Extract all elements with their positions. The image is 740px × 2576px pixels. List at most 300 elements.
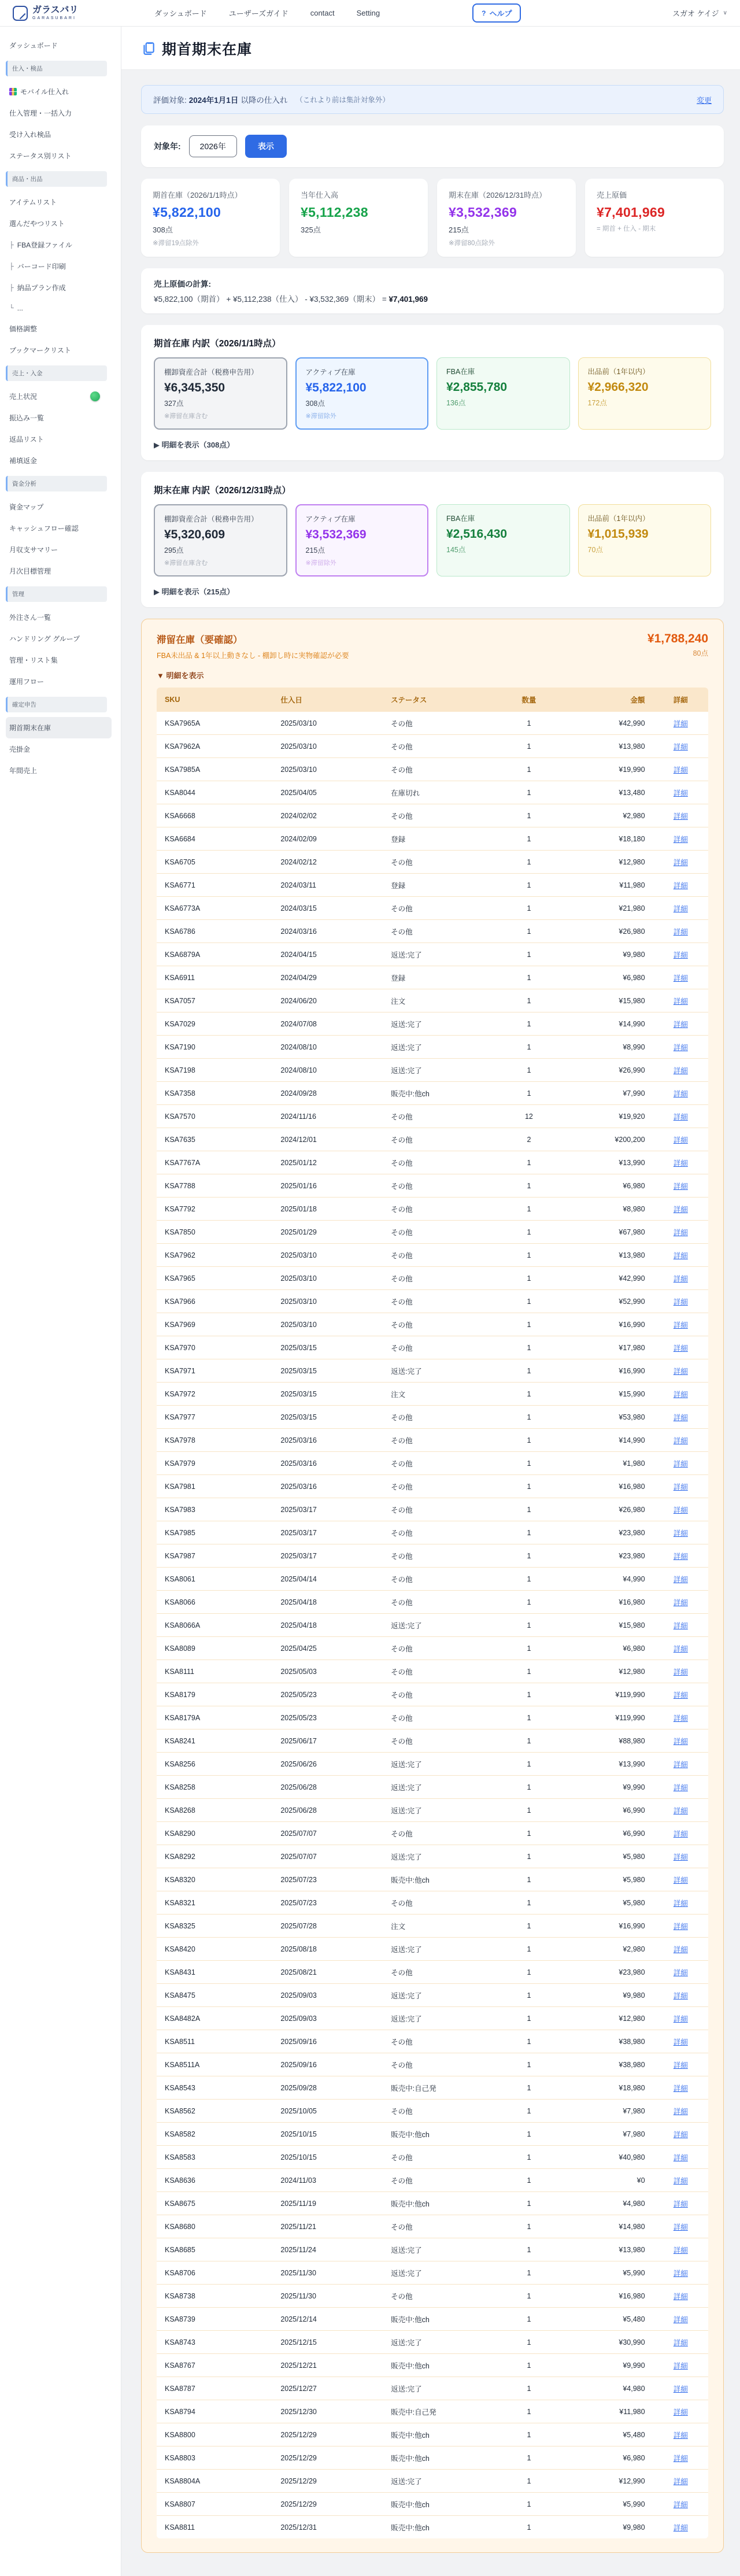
quantity-cell: 1	[493, 874, 565, 897]
breakdown-card-label: アクティブ在庫	[305, 515, 356, 523]
sku-cell: KSA7792	[157, 1198, 272, 1221]
table-row	[157, 2215, 708, 2238]
detail-link[interactable]: 詳細	[673, 1922, 688, 1931]
purchase-date-cell: 2025/11/30	[272, 2285, 383, 2308]
amount-cell: ¥16,990	[565, 1915, 653, 1938]
detail-cell	[653, 2192, 708, 2215]
purchase-date-cell: 2025/05/23	[272, 1683, 383, 1706]
detail-link[interactable]: 詳細	[673, 1136, 688, 1144]
purchase-date-cell: 2025/04/25	[272, 1637, 383, 1660]
amount-cell: ¥11,980	[565, 2400, 653, 2423]
sku-cell: KSA6771	[157, 874, 272, 897]
sidebar-item-FBA登録ファイル[interactable]	[6, 234, 112, 256]
amount-cell: ¥23,980	[565, 1961, 653, 1984]
detail-cell	[653, 758, 708, 781]
table-row	[157, 827, 708, 851]
nav-users-guide[interactable]: ユーザーズガイド	[228, 9, 288, 18]
detail-link[interactable]: 詳細	[673, 2315, 688, 2324]
table-row	[157, 1591, 708, 1614]
status-cell: 返送:完了	[383, 2331, 493, 2354]
status-cell: 注文	[383, 1915, 493, 1938]
sidebar-item-受け入れ検品[interactable]	[6, 124, 112, 145]
opening-breakdown-title: 期首在庫 内訳（2026/1/1時点）	[154, 339, 281, 349]
detail-link[interactable]: 詳細	[673, 1483, 688, 1491]
detail-link[interactable]: 詳細	[673, 1783, 688, 1792]
purchase-date-cell: 2025/03/17	[272, 1498, 383, 1521]
detail-link[interactable]: 詳細	[673, 1691, 688, 1699]
sidebar-item-label: ブックマークリスト	[9, 346, 71, 354]
breakdown-card-label: アクティブ在庫	[305, 368, 356, 376]
detail-link[interactable]: 詳細	[673, 1529, 688, 1538]
table-row	[157, 1614, 708, 1637]
quantity-cell: 1	[493, 1544, 565, 1568]
sidebar-item-運用フロー[interactable]	[6, 671, 112, 692]
detail-link[interactable]: 詳細	[673, 1113, 688, 1121]
purchase-date-cell: 2024/03/11	[272, 874, 383, 897]
table-row	[157, 1313, 708, 1336]
purchase-date-cell: 2024/11/03	[272, 2169, 383, 2192]
table-row	[157, 1359, 708, 1383]
detail-link[interactable]: 詳細	[673, 974, 688, 982]
sidebar-item-アイテムリスト[interactable]	[6, 191, 112, 213]
detail-link[interactable]: 詳細	[673, 2361, 688, 2370]
status-cell: 返送:完了	[383, 943, 493, 966]
detail-link[interactable]: 詳細	[673, 2130, 688, 2139]
sidebar-item-管理・リスト集[interactable]	[6, 649, 112, 671]
amount-cell: ¥13,980	[565, 1244, 653, 1267]
amount-cell: ¥4,990	[565, 1568, 653, 1591]
status-cell: 登録	[383, 874, 493, 897]
status-cell: 返送:完了	[383, 2470, 493, 2493]
detail-link[interactable]: 詳細	[673, 1714, 688, 1723]
nav-setting[interactable]: Setting	[356, 9, 380, 17]
quantity-cell: 1	[493, 2308, 565, 2331]
amount-cell: ¥16,980	[565, 1475, 653, 1498]
detail-cell	[653, 1012, 708, 1036]
detail-cell	[653, 1706, 708, 1729]
sidebar-item-label: 年間売上	[9, 767, 38, 775]
nav-contact[interactable]: contact	[310, 9, 335, 17]
breakdown-card-value: ¥3,532,369	[305, 528, 367, 541]
detail-link[interactable]: 詳細	[673, 1552, 688, 1561]
column-header-ステータス: ステータス	[383, 688, 493, 712]
sidebar-item-ステータス別リスト[interactable]	[6, 145, 112, 167]
detail-link[interactable]: 詳細	[673, 2408, 688, 2416]
status-cell: その他	[383, 1267, 493, 1290]
sidebar-item-キャッシュフロー確認[interactable]	[6, 518, 112, 539]
sidebar-item-ハンドリング グループ[interactable]	[6, 628, 112, 649]
table-row	[157, 2516, 708, 2539]
status-cell: 登録	[383, 966, 493, 989]
detail-cell	[653, 1961, 708, 1984]
sidebar-item-年間売上[interactable]	[6, 760, 112, 781]
detail-link[interactable]: 詳細	[673, 719, 688, 728]
detail-cell	[653, 2146, 708, 2169]
detail-link[interactable]: 詳細	[673, 2523, 688, 2532]
sku-cell: KSA8420	[157, 1938, 272, 1961]
tree-branch-icon: ├	[9, 241, 14, 249]
change-link[interactable]: 変更	[696, 95, 712, 105]
sku-cell: KSA8061	[157, 1568, 272, 1591]
sidebar-section-売上・入金: 売上・入金	[6, 365, 107, 381]
cogs-formula-text: ¥5,822,100（期首） + ¥5,112,238（仕入） - ¥3,532,369（期末） =	[154, 295, 389, 304]
status-cell: その他	[383, 1429, 493, 1452]
detail-cell	[653, 1984, 708, 2007]
table-row	[157, 2285, 708, 2308]
detail-link[interactable]: 詳細	[673, 1159, 688, 1167]
detail-link[interactable]: 詳細	[673, 927, 688, 936]
stagnant-total-count: 80点	[693, 649, 708, 657]
detail-cell	[653, 1637, 708, 1660]
sidebar-item-価格調整[interactable]	[6, 318, 112, 339]
purchase-date-cell: 2024/02/09	[272, 827, 383, 851]
detail-link[interactable]: 詳細	[673, 2223, 688, 2231]
quantity-cell: 1	[493, 2423, 565, 2446]
detail-link[interactable]: 詳細	[673, 835, 688, 844]
detail-link[interactable]: 詳細	[673, 812, 688, 821]
sidebar-item-label: FBA登録ファイル	[17, 241, 72, 249]
detail-link[interactable]: 詳細	[673, 2200, 688, 2208]
stagnant-inventory-panel	[141, 619, 724, 2553]
sku-cell: KSA7029	[157, 1012, 272, 1036]
detail-link[interactable]: 詳細	[673, 2015, 688, 2023]
sku-cell: KSA8268	[157, 1799, 272, 1822]
detail-link[interactable]: 詳細	[673, 858, 688, 867]
detail-link[interactable]: 詳細	[673, 1089, 688, 1098]
table-row	[157, 1105, 708, 1128]
sku-cell: KSA7767A	[157, 1151, 272, 1174]
detail-link[interactable]: 詳細	[673, 1760, 688, 1769]
detail-link[interactable]: 詳細	[673, 1043, 688, 1052]
amount-cell: ¥4,980	[565, 2377, 653, 2400]
detail-cell	[653, 874, 708, 897]
detail-cell	[653, 1267, 708, 1290]
quantity-cell: 1	[493, 1614, 565, 1637]
detail-link[interactable]: 詳細	[673, 1945, 688, 1954]
detail-cell	[653, 2331, 708, 2354]
stagnant-subtitle: FBA未出品 & 1年以上動きなし - 棚卸し時に実物確認が必要	[157, 652, 349, 660]
quantity-cell: 1	[493, 1729, 565, 1753]
sidebar-item-label: ...	[17, 304, 23, 312]
sidebar-item-売上状況[interactable]	[6, 386, 112, 407]
logo-title: ガラスバリ	[32, 5, 79, 15]
detail-link[interactable]: 詳細	[673, 1621, 688, 1630]
sidebar-item-資金マップ[interactable]	[6, 496, 112, 518]
detail-link[interactable]: 詳細	[673, 1506, 688, 1514]
sku-cell: KSA8290	[157, 1822, 272, 1845]
detail-link[interactable]: 詳細	[673, 2038, 688, 2046]
detail-link[interactable]: 詳細	[673, 1853, 688, 1861]
sidebar-item-ダッシュボード[interactable]	[6, 35, 112, 56]
quantity-cell: 1	[493, 1799, 565, 1822]
sku-cell: KSA8258	[157, 1776, 272, 1799]
sku-cell: KSA8685	[157, 2238, 272, 2261]
sku-cell: KSA8804A	[157, 2470, 272, 2493]
table-row	[157, 851, 708, 874]
show-button[interactable]: 表示	[245, 135, 287, 158]
detail-link[interactable]: 詳細	[673, 1367, 688, 1376]
sku-cell: KSA8066A	[157, 1614, 272, 1637]
detail-link[interactable]: 詳細	[673, 2500, 688, 2509]
detail-link[interactable]: 詳細	[673, 1668, 688, 1676]
opening-details-toggle[interactable]: ▶ 明細を表示（308点）	[154, 441, 235, 449]
detail-link[interactable]: 詳細	[673, 1644, 688, 1653]
detail-link[interactable]: 詳細	[673, 1899, 688, 1908]
table-row	[157, 2123, 708, 2146]
table-row	[157, 1753, 708, 1776]
sidebar-item-期首期末在庫[interactable]	[6, 717, 112, 738]
sidebar-item-売掛金[interactable]	[6, 738, 112, 760]
table-row	[157, 1637, 708, 1660]
sidebar-item-仕入管理・一括入力[interactable]	[6, 102, 112, 124]
purchase-date-cell: 2025/05/03	[272, 1660, 383, 1683]
quantity-cell: 1	[493, 1383, 565, 1406]
amount-cell: ¥8,990	[565, 1036, 653, 1059]
detail-link[interactable]: 詳細	[673, 997, 688, 1006]
quantity-cell: 1	[493, 966, 565, 989]
detail-link[interactable]: 詳細	[673, 951, 688, 959]
column-header-金額: 金額	[565, 688, 653, 712]
status-cell: その他	[383, 1105, 493, 1128]
amount-cell: ¥1,980	[565, 1452, 653, 1475]
sidebar-section-資金分析: 資金分析	[6, 476, 107, 491]
sidebar-item-label: ステータス別リスト	[9, 152, 72, 160]
detail-cell	[653, 1729, 708, 1753]
detail-link[interactable]: 詳細	[673, 2084, 688, 2093]
sidebar-item-月収支サマリー[interactable]	[6, 539, 112, 560]
sidebar-item-振込み一覧[interactable]	[6, 407, 112, 428]
detail-link[interactable]: 詳細	[673, 2269, 688, 2278]
detail-link[interactable]: 詳細	[673, 1806, 688, 1815]
status-cell: 返送:完了	[383, 1938, 493, 1961]
sku-cell: KSA8803	[157, 2446, 272, 2470]
quantity-cell: 1	[493, 1174, 565, 1198]
breakdown-card-note: ※滞留除外	[305, 413, 336, 420]
detail-cell	[653, 827, 708, 851]
detail-link[interactable]: 詳細	[673, 1413, 688, 1422]
green-status-dot	[90, 391, 100, 401]
detail-link[interactable]: 詳細	[673, 742, 688, 751]
sidebar-item-label: 選んだやつリスト	[9, 220, 65, 228]
detail-cell	[653, 1799, 708, 1822]
amount-cell: ¥7,980	[565, 2100, 653, 2123]
detail-cell	[653, 2030, 708, 2053]
sidebar-item-label: 月次目標管理	[9, 567, 51, 575]
detail-link[interactable]: 詳細	[673, 1205, 688, 1214]
detail-link[interactable]: 詳細	[673, 1991, 688, 2000]
detail-link[interactable]: 詳細	[673, 2176, 688, 2185]
detail-link[interactable]: 詳細	[673, 1321, 688, 1329]
closing-details-toggle[interactable]: ▶ 明細を表示（215点）	[154, 587, 235, 596]
detail-link[interactable]: 詳細	[673, 1459, 688, 1468]
status-cell: 返送:完了	[383, 2377, 493, 2400]
quantity-cell: 1	[493, 1290, 565, 1313]
purchase-date-cell: 2025/12/29	[272, 2493, 383, 2516]
purchase-date-cell: 2025/12/21	[272, 2354, 383, 2377]
detail-cell	[653, 2446, 708, 2470]
detail-link[interactable]: 詳細	[673, 1020, 688, 1029]
sidebar-item-月次目標管理[interactable]	[6, 560, 112, 582]
detail-cell	[653, 735, 708, 758]
detail-link[interactable]: 詳細	[673, 1968, 688, 1977]
detail-link[interactable]: 詳細	[673, 2454, 688, 2463]
quantity-cell: 1	[493, 897, 565, 920]
quantity-cell: 1	[493, 2261, 565, 2285]
status-cell: 販売中:他ch	[383, 1868, 493, 1891]
sidebar-item-選んだやつリスト[interactable]	[6, 213, 112, 234]
status-cell: その他	[383, 1683, 493, 1706]
detail-link[interactable]: 詳細	[673, 1737, 688, 1746]
detail-cell	[653, 1521, 708, 1544]
sku-cell: KSA8511	[157, 2030, 272, 2053]
amount-cell: ¥19,990	[565, 758, 653, 781]
detail-cell	[653, 2123, 708, 2146]
year-selector-card	[141, 125, 724, 167]
detail-link[interactable]: 詳細	[673, 2292, 688, 2301]
table-row	[157, 2308, 708, 2331]
tree-branch-icon: └	[9, 305, 14, 312]
table-row	[157, 1452, 708, 1475]
sku-cell: KSA8475	[157, 1984, 272, 2007]
detail-link[interactable]: 詳細	[673, 904, 688, 913]
stagnant-details-toggle[interactable]: ▼ 明細を表示	[157, 671, 204, 680]
amount-cell: ¥30,990	[565, 2331, 653, 2354]
purchase-date-cell: 2025/06/17	[272, 1729, 383, 1753]
sidebar-item-モバイル仕入れ[interactable]	[6, 81, 112, 102]
purchase-date-cell: 2025/03/15	[272, 1336, 383, 1359]
detail-link[interactable]: 詳細	[673, 1575, 688, 1584]
table-row	[157, 781, 708, 804]
app-logo[interactable]	[13, 6, 120, 21]
sidebar-item-納品プラン作成[interactable]	[6, 277, 112, 298]
amount-cell: ¥5,980	[565, 1868, 653, 1891]
amount-cell: ¥12,980	[565, 1660, 653, 1683]
detail-link[interactable]: 詳細	[673, 2107, 688, 2116]
detail-link[interactable]: 詳細	[673, 1598, 688, 1607]
quantity-cell: 1	[493, 2192, 565, 2215]
sidebar-item-返品リスト[interactable]	[6, 428, 112, 450]
detail-link[interactable]: 詳細	[673, 1390, 688, 1399]
detail-link[interactable]: 詳細	[673, 1436, 688, 1445]
amount-cell: ¥38,980	[565, 2053, 653, 2076]
sidebar-item-...[interactable]	[6, 298, 112, 318]
table-row	[157, 2261, 708, 2285]
detail-link[interactable]: 詳細	[673, 1344, 688, 1352]
sidebar-item-外注さん一覧[interactable]	[6, 607, 112, 628]
detail-link[interactable]: 詳細	[673, 766, 688, 774]
amount-cell: ¥9,990	[565, 1776, 653, 1799]
status-cell: その他	[383, 1660, 493, 1683]
sidebar-section-確定申告: 確定申告	[6, 697, 107, 712]
page-title-bar	[121, 27, 740, 70]
detail-link[interactable]: 詳細	[673, 1228, 688, 1237]
logo-subtitle: GARASUBARI	[32, 16, 76, 20]
detail-cell	[653, 1059, 708, 1082]
amount-cell: ¥0	[565, 2169, 653, 2192]
help-button[interactable]	[472, 3, 521, 23]
detail-cell	[653, 1938, 708, 1961]
detail-link[interactable]: 詳細	[673, 1066, 688, 1075]
status-cell: 返送:完了	[383, 1845, 493, 1868]
year-select[interactable]: 2026年	[189, 135, 237, 157]
detail-link[interactable]: 詳細	[673, 789, 688, 797]
detail-link[interactable]: 詳細	[673, 1182, 688, 1191]
amount-cell: ¥5,990	[565, 2493, 653, 2516]
detail-link[interactable]: 詳細	[673, 2061, 688, 2069]
detail-link[interactable]: 詳細	[673, 2431, 688, 2440]
sku-cell: KSA7965A	[157, 712, 272, 735]
detail-link[interactable]: 詳細	[673, 2385, 688, 2393]
nav-dashboard[interactable]: ダッシュボード	[154, 9, 207, 18]
sidebar-item-ブックマークリスト[interactable]	[6, 339, 112, 361]
breakdown-card-value: ¥5,320,609	[164, 528, 225, 541]
detail-link[interactable]: 詳細	[673, 1298, 688, 1306]
closing-breakdown-title: 期末在庫 内訳（2026/12/31時点）	[154, 486, 291, 496]
quantity-cell: 1	[493, 2331, 565, 2354]
sku-cell: KSA8636	[157, 2169, 272, 2192]
status-cell: 返送:完了	[383, 1799, 493, 1822]
detail-link[interactable]: 詳細	[673, 2477, 688, 2486]
detail-cell	[653, 712, 708, 735]
tree-branch-icon: ├	[9, 284, 14, 291]
status-cell: その他	[383, 1313, 493, 1336]
detail-link[interactable]: 詳細	[673, 2338, 688, 2347]
user-menu[interactable]	[672, 8, 727, 19]
purchase-date-cell: 2025/11/30	[272, 2261, 383, 2285]
purchase-date-cell: 2025/09/03	[272, 2007, 383, 2030]
detail-link[interactable]: 詳細	[673, 1830, 688, 1838]
status-cell: その他	[383, 1637, 493, 1660]
detail-link[interactable]: 詳細	[673, 1876, 688, 1884]
sku-cell: KSA8256	[157, 1753, 272, 1776]
table-row	[157, 2446, 708, 2470]
detail-link[interactable]: 詳細	[673, 1274, 688, 1283]
status-cell: その他	[383, 2146, 493, 2169]
detail-link[interactable]: 詳細	[673, 2153, 688, 2162]
table-row	[157, 804, 708, 827]
clipboard-icon	[141, 41, 156, 56]
amount-cell: ¥16,980	[565, 2285, 653, 2308]
amount-cell: ¥7,990	[565, 1082, 653, 1105]
detail-link[interactable]: 詳細	[673, 1251, 688, 1260]
detail-cell	[653, 781, 708, 804]
detail-cell	[653, 1336, 708, 1359]
quantity-cell: 2	[493, 1128, 565, 1151]
purchase-date-cell: 2024/08/10	[272, 1036, 383, 1059]
sku-cell: KSA7971	[157, 1359, 272, 1383]
sidebar-item-補填返金[interactable]	[6, 450, 112, 471]
detail-link[interactable]: 詳細	[673, 2246, 688, 2255]
cogs-formula-card	[141, 268, 724, 313]
table-row	[157, 920, 708, 943]
detail-cell	[653, 2308, 708, 2331]
eval-date: 2024年1月1日	[188, 96, 239, 105]
breakdown-card-value: ¥1,015,939	[587, 527, 649, 541]
sidebar-item-バーコード印刷[interactable]	[6, 256, 112, 277]
quantity-cell: 1	[493, 1452, 565, 1475]
detail-link[interactable]: 詳細	[673, 881, 688, 890]
stat-card-label: 売上原価	[597, 191, 627, 199]
table-row	[157, 1290, 708, 1313]
amount-cell: ¥5,980	[565, 1845, 653, 1868]
quantity-cell: 1	[493, 1429, 565, 1452]
quantity-cell: 1	[493, 1822, 565, 1845]
detail-cell	[653, 1383, 708, 1406]
detail-cell	[653, 1290, 708, 1313]
purchase-date-cell: 2025/08/21	[272, 1961, 383, 1984]
detail-cell	[653, 1151, 708, 1174]
amount-cell: ¥26,990	[565, 1059, 653, 1082]
